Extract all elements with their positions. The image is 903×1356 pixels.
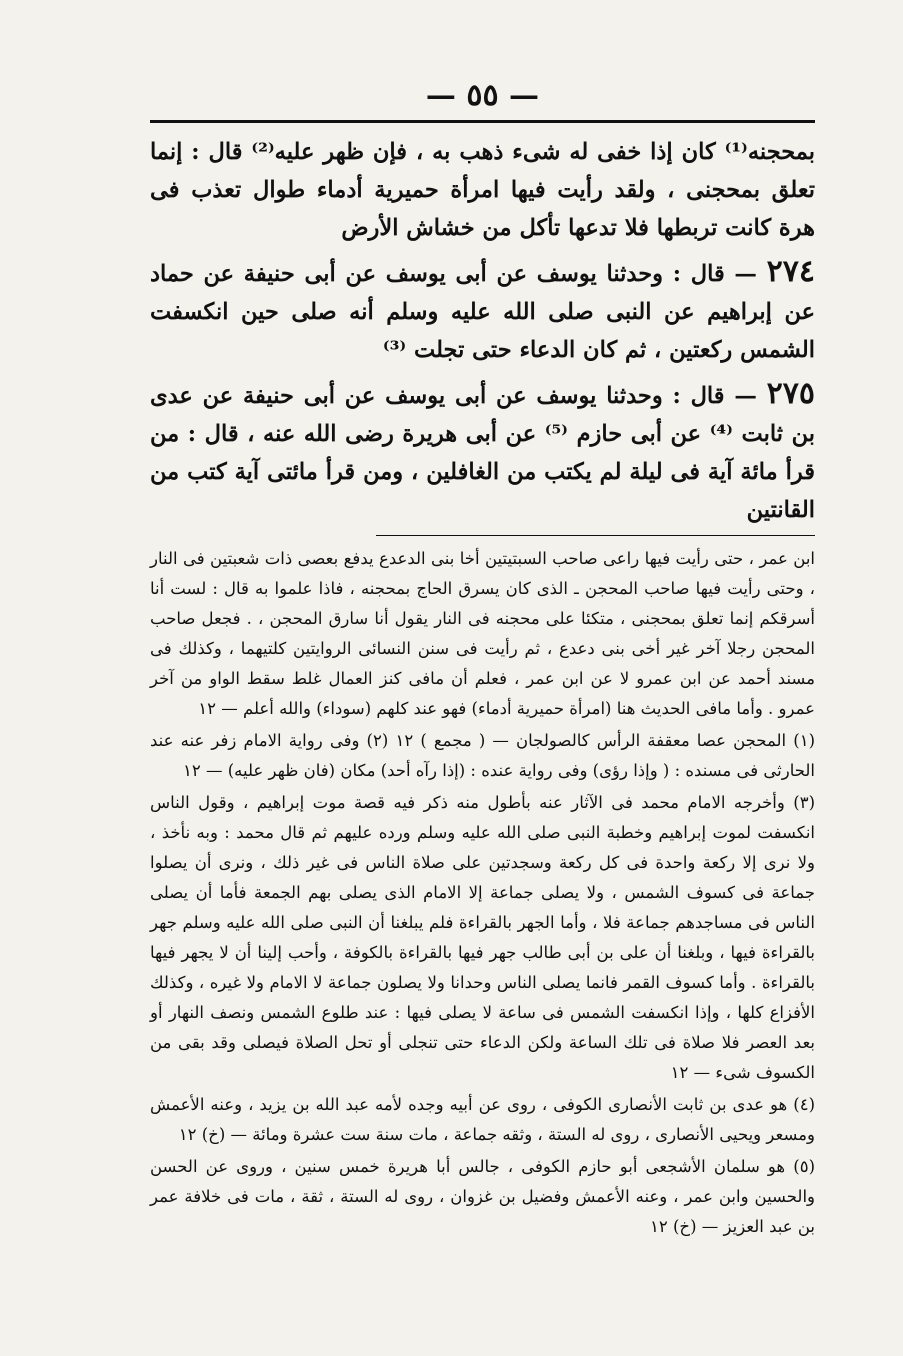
hadith-number: ٢٧٥ xyxy=(766,376,815,411)
hadith-entry-274 xyxy=(150,253,815,369)
page-number: — ٥٥ — xyxy=(425,78,540,113)
main-text xyxy=(150,133,815,529)
footnote-5: (٥) هو سلمان الأشجعى أبو حازم الكوفى ، جالس أبا هريرة خمس سنين ، وروى عن الحسن والحسين وابن عمر ، وعنه الأعمش وفضيل بن غزوان ، روى له الستة ، ثقة ، مات فى خلافة عمر بن عبد العزيز — (خ) ١٢ xyxy=(150,1157,815,1236)
header-rule xyxy=(150,120,815,123)
footnote-3: (٣) وأخرجه الامام محمد فى الآثار عنه بأطول منه ذكر فيه قصة موت إبراهيم ، وقول الناس انكسفت لموت إبراهيم وخطبة النبى صلى الله عليه وسلم ورده عليهم ثم قال محمد : وبه نأخذ ، ولا نرى إلا ركعة واحدة فى كل ركعة وسجدتين على صلاة الناس فى غير ذلك ، ونرى أن يصلوا جماعة فى كسوف الشمس ، ولا يصلى جماعة إلا الامام الذى يصلى بهم الجمعة فأما أن يصلى الناس فى مساجدهم جماعة فلا ، وأما الجهر بالقراءة فلم يبلغنا أن النبى صلى الله عليه وسلم جهر بالقراءة فيها ، وبلغنا أن على بن أبى طالب جهر فيها بالقراءة بالكوفة ، وأحب إلينا أن لا يجهر فيها بالقراءة . وأما كسوف القمر فانما يصلى الناس وحدانا ولا يصلون جماعة لا الامام ولا غيره ، وكذلك الأفزاع كلها ، وإذا انكسفت الشمس فى ساعة لا يصلى فيها : عند طلوع الشمس ونصف النهار أو بعد العصر فلا صلاة فى تلك الساعة ولكن الدعاء حتى تنجلى أو تحل الصلاة فيصلى وقد بقى من الكسوف شىء — ١٢ xyxy=(150,793,815,1082)
footnote-separator xyxy=(376,535,815,536)
footnotes xyxy=(150,544,815,1242)
hadith-entry-275 xyxy=(150,375,815,529)
main-paragraph: بمحجنه⁽¹⁾ كان إذا خفى له شىء ذهب به ، فإن ظهر عليه⁽²⁾ قال : إنما تعلق بمحجنى ، ولقد رأيت فيها امرأة حميرية أدماء طوال تعذب فى هرة كانت تربطها فلا تدعها تأكل من خشاش الأرض xyxy=(150,139,816,241)
footnote-1-2: (١) المحجن عصا معقفة الرأس كالصولجان — ( مجمع ) ١٢ (٢) وفى رواية الامام زفر عنه عند الحارثى فى مسنده : ( وإذا رؤى) وفى رواية عنده : (إذا رآه أحد) مكان (فان ظهر عليه) — ١٢ xyxy=(150,731,815,780)
hadith-number: ٢٧٤ xyxy=(766,254,815,289)
hadith-text: — قال : وحدثنا يوسف عن أبى يوسف عن أبى حنيفة عن عدى بن ثابت ⁽⁴⁾ عن أبى حازم ⁽⁵⁾ عن أبى هريرة رضى الله عنه ، قال : من قرأ مائة آية فى ليلة لم يكتب من الغافلين ، ومن قرأ مائتى آية كتب من القانتين xyxy=(150,383,815,523)
footnote-continuation: ابن عمر ، حتى رأيت فيها راعى صاحب السبتيتين أخا بنى الدعدع يدفع بعصى ذات شعبتين فى النار ، وحتى رأيت فيها صاحب المحجن ـ الذى كان يسرق الحاج بمحجنه ، فاذا علموا به قال : لست أنا أسرقكم إنما تعلق بمحجنى ، متكئا على محجنه فى النار يقول أنا سارق المحجن ، . فجعل صاحب المحجن رجلا آخر غير أخى بنى دعدع ، ثم رأيت فى سنن النسائى الروايتين كلتيهما ، وكذلك فى مسند أحمد عن ابن عمرو لا عن ابن عمر ، فعلم أن مافى كنز العمال غلط سقط الواو من آخر عمرو . وأما مافى الحديث هنا (امرأة حميرية أدماء) فهو عند كلهم (سوداء) والله أعلم — ١٢ xyxy=(150,549,815,718)
hadith-text: — قال : وحدثنا يوسف عن أبى يوسف عن أبى حنيفة عن حماد عن إبراهيم عن النبى صلى الله عليه وسلم أنه صلى حين انكسفت الشمس ركعتين ، ثم كان الدعاء حتى تجلت ⁽³⁾ xyxy=(150,261,815,363)
footnote-4: (٤) هو عدى بن ثابت الأنصارى الكوفى ، روى عن أبيه وجده لأمه عبد الله بن يزيد ، وعنه الأعمش ومسعر ويحيى الأنصارى ، روى له الستة ، وثقه جماعة ، مات سنة ست عشرة ومائة — (خ) ١٢ xyxy=(150,1095,815,1144)
